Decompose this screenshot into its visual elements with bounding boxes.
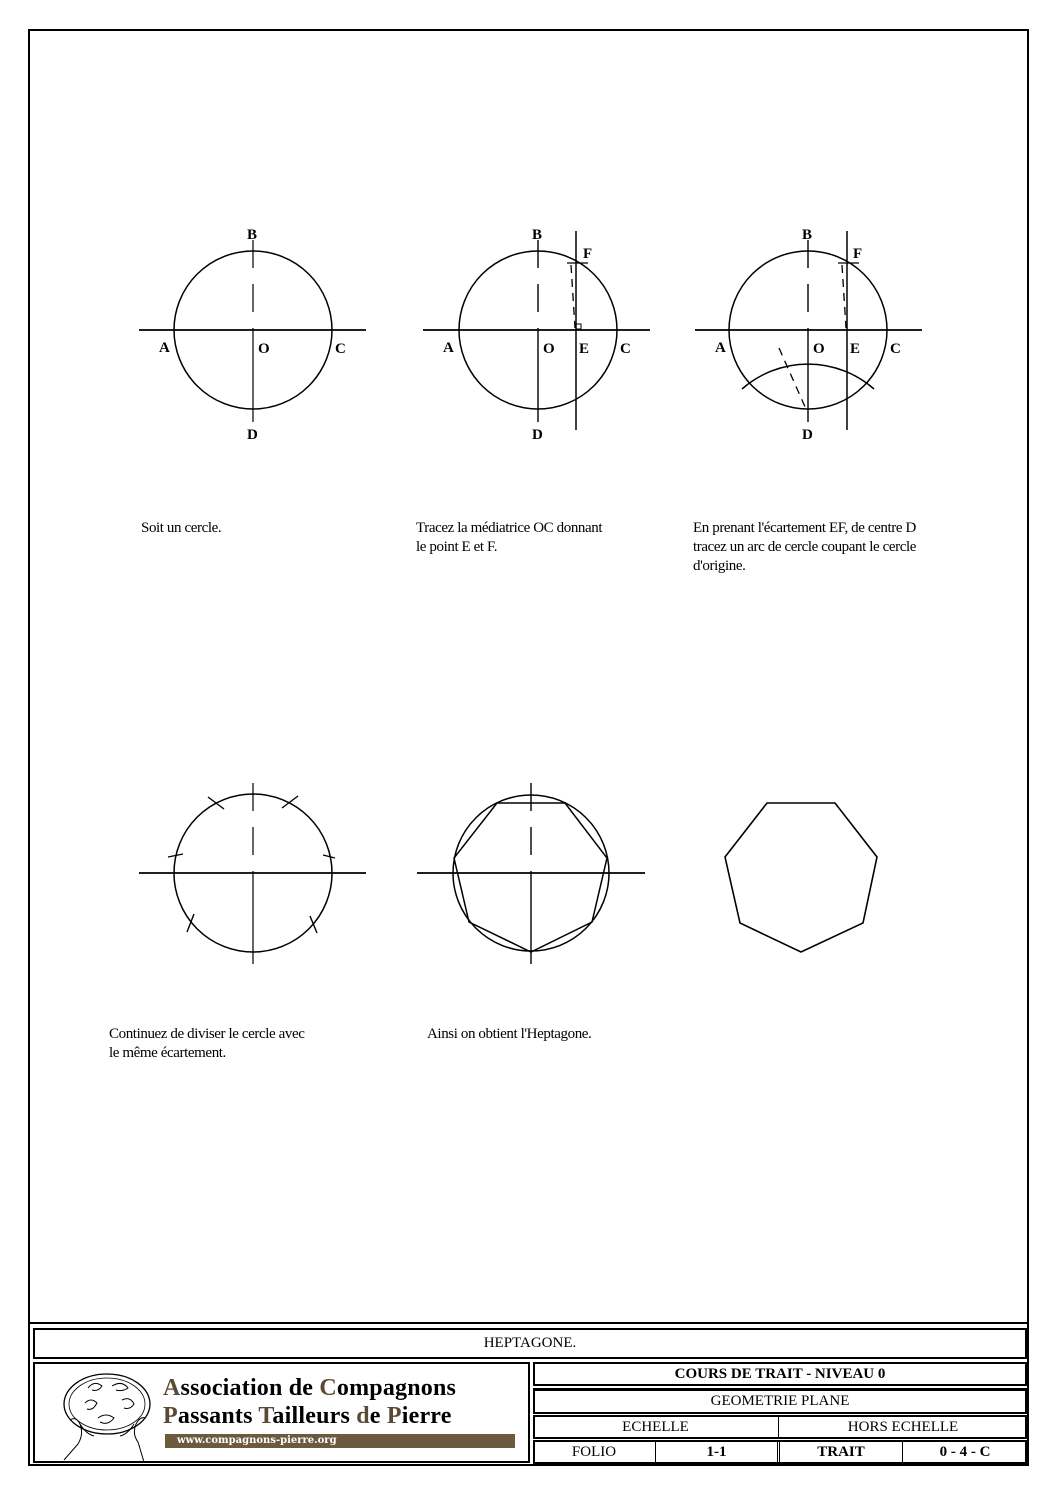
caption-line: Ainsi on obtient l'Heptagone. <box>427 1026 592 1042</box>
logo-letter: A <box>163 1375 181 1401</box>
dashed-EF <box>842 265 846 328</box>
logo-word: ailleurs <box>272 1403 357 1429</box>
label-B: B <box>247 227 258 243</box>
label-O: O <box>258 341 270 357</box>
drawing-title: HEPTAGONE. <box>483 1335 577 1351</box>
dashed-EF <box>571 265 575 328</box>
figure-divisions <box>130 770 380 970</box>
figure-heptagon-inscribed <box>410 770 660 970</box>
caption-line: tracez un arc de cercle coupant le cercle <box>693 539 917 555</box>
logo-letter: P <box>386 1403 402 1429</box>
label-E: E <box>579 341 590 357</box>
label-B: B <box>802 227 813 243</box>
label-F: F <box>853 246 863 262</box>
logo-word: ompagnons <box>336 1375 457 1401</box>
caption-line: le même écartement. <box>109 1045 226 1061</box>
figure-heptagon <box>710 790 890 960</box>
trait-value: 0 - 4 - C <box>939 1443 991 1460</box>
label-F: F <box>583 246 593 262</box>
scale-label: ECHELLE <box>622 1418 689 1435</box>
trait-label: TRAIT <box>817 1443 865 1460</box>
caption-line: Soit un cercle. <box>141 520 222 536</box>
label-C: C <box>620 341 631 357</box>
caption-line: En prenant l'écartement EF, de centre D <box>693 520 916 536</box>
caption-line: le point E et F. <box>416 539 498 555</box>
caption-step1 <box>141 519 221 538</box>
figure-circle <box>130 220 380 450</box>
label-B: B <box>532 227 543 243</box>
figure-bisector <box>410 220 660 450</box>
heptagon <box>725 803 877 952</box>
label-A: A <box>443 340 454 356</box>
folio-label: FOLIO <box>571 1443 617 1460</box>
caption-step3 <box>693 519 916 576</box>
caption-step2 <box>416 519 602 557</box>
logo-letter: d <box>356 1403 370 1429</box>
caption-step5 <box>427 1025 591 1044</box>
logo-word: ierre <box>401 1403 452 1429</box>
label-E: E <box>850 341 861 357</box>
label-D: D <box>532 427 543 443</box>
label-D: D <box>247 427 258 443</box>
dashed-radius <box>779 348 806 409</box>
label-C: C <box>335 341 346 357</box>
division-mark <box>310 916 317 933</box>
label-A: A <box>715 340 726 356</box>
logo-line-2 <box>163 1403 452 1430</box>
label-D: D <box>802 427 813 443</box>
logo-letter: P <box>163 1403 178 1429</box>
logo-word: assants <box>177 1403 259 1429</box>
logo-emblem <box>50 1368 160 1463</box>
logo-line-1 <box>163 1375 456 1402</box>
scale-value: HORS ECHELLE <box>847 1418 959 1435</box>
caption-line: Tracez la médiatrice OC donnant <box>416 520 603 536</box>
caption-step4 <box>109 1025 304 1063</box>
label-A: A <box>159 340 170 356</box>
subject: GEOMETRIE PLANE <box>710 1393 850 1409</box>
caption-line: d'origine. <box>693 558 746 574</box>
logo-letter: T <box>258 1403 273 1429</box>
logo-word: e <box>369 1403 387 1429</box>
course-title: COURS DE TRAIT - NIVEAU 0 <box>674 1365 886 1382</box>
logo-word: ssociation de <box>180 1375 320 1401</box>
caption-line: Continuez de diviser le cercle avec <box>109 1026 305 1042</box>
figure-arc <box>690 220 940 450</box>
label-C: C <box>890 341 901 357</box>
label-O: O <box>543 341 555 357</box>
folio-value: 1-1 <box>706 1443 727 1460</box>
logo-letter: C <box>319 1375 337 1401</box>
label-O: O <box>813 341 825 357</box>
division-mark <box>323 855 335 858</box>
logo-url[interactable]: www.compagnons-pierre.org <box>165 1434 515 1448</box>
